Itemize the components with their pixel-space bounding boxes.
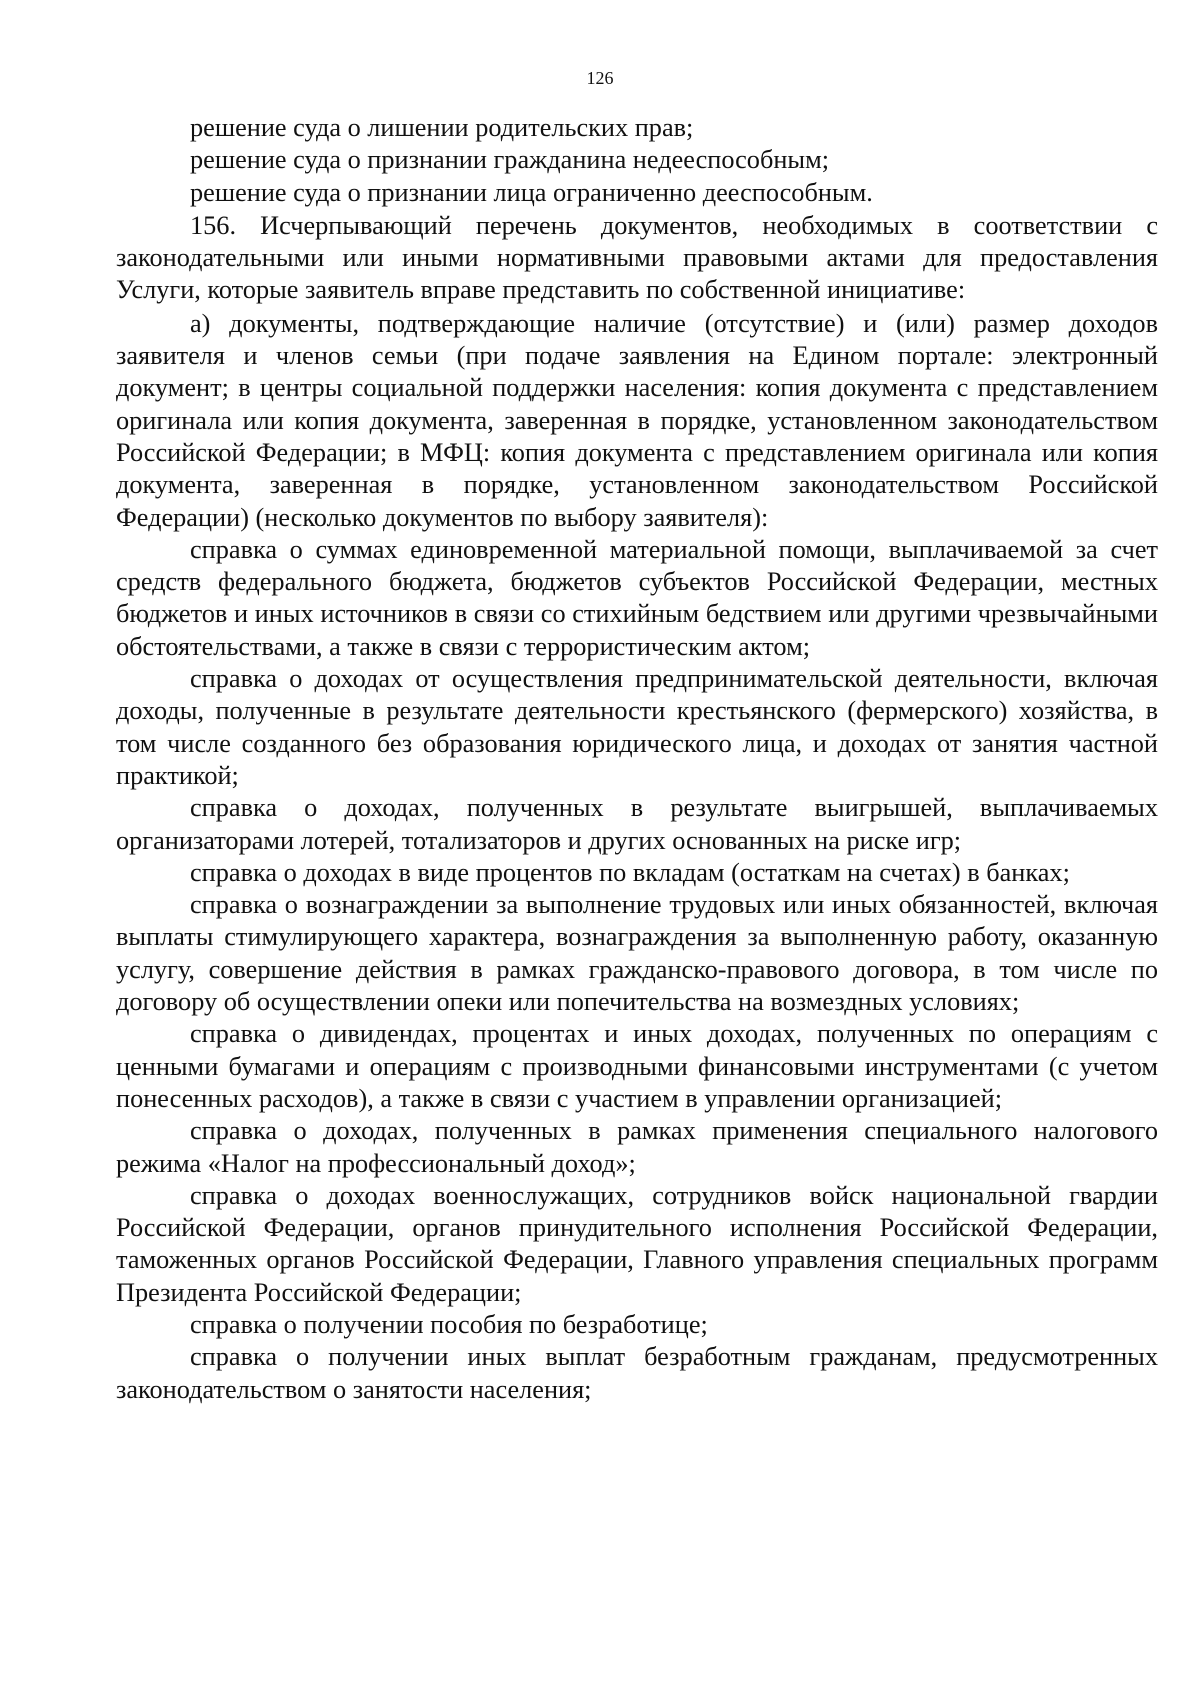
paragraph-other-unemployment-payments: справка о получении иных выплат безработным гражданам, предусмотренных законодательством о занятости населения; — [116, 1342, 1158, 1404]
paragraph-court-incapacity: решение суда о признании гражданина недееспособным; — [190, 145, 830, 175]
paragraph-professional-tax: справка о доходах, полученных в рамках применения специального налогового режима «Налог на профессиональный доход»; — [116, 1116, 1158, 1178]
paragraph-unemployment-benefit: справка о получении пособия по безработице; — [190, 1309, 708, 1339]
paragraph-military-income: справка о доходах военнослужащих, сотрудников войск национальной гвардии Российской Федерации, органов принудительного исполнения Российской Федерации, таможенных органов Российской Федерации, Главного управления специальных программ Президента Российской Федерации; — [116, 1180, 1158, 1307]
paragraph-business-income: справка о доходах от осуществления предпринимательской деятельности, включая доходы, полученные в результате деятельности крестьянского (фермерского) хозяйства, в том числе созданного без образования юридического лица, и доходах от занятия частной практикой; — [116, 664, 1158, 790]
paragraph-court-limited-capacity: решение суда о признании лица ограниченно дееспособным. — [190, 177, 873, 207]
paragraph-lottery-income: справка о доходах, полученных в результате выигрышей, выплачиваемых организаторами лотерей, тотализаторов и других основанных на риске игр; — [116, 793, 1158, 855]
paragraph-labor-remuneration: справка о вознаграждении за выполнение трудовых или иных обязанностей, включая выплаты стимулирующего характера, вознаграждения за выполненную работу, оказанную услугу, совершение действия в рамках гражданско-правового договора, в том числе по договору об осуществлении опеки или попечительства на возмездных условиях; — [116, 890, 1158, 1017]
paragraph-court-parental-rights: решение суда о лишении родительских прав; — [190, 113, 694, 142]
paragraph-dividends: справка о дивидендах, процентах и иных доходах, полученных по операциям с ценными бумагами и операциям с производными финансовыми инструментами (с учетом понесенных расходов), а также в связи с участием в управлении организацией; — [116, 1019, 1158, 1113]
document-body — [116, 112, 1158, 1406]
paragraph-item-a: а) документы, подтверждающие наличие (отсутствие) и (или) размер доходов заявителя и членов семьи (при подаче заявления на Едином портале: электронный документ; в центры социальной поддержки населения: копия документа с представлением оригинала или копия документа, заверенная в порядке, установленном законодательством Российской Федерации; в МФЦ: копия документа с представлением оригинала или копия документа, заверенная в порядке, установленном законодательством Российской Федерации) (несколько документов по выбору заявителя): — [116, 308, 1158, 532]
paragraph-lump-sum-aid: справка о суммах единовременной материальной помощи, выплачиваемой за счет средств федерального бюджета, бюджетов субъектов Российской Федерации, местных бюджетов и иных источников в связи со стихийным бедствием или другими чрезвычайными обстоятельствами, а также в связи с террористическим актом; — [116, 534, 1158, 661]
page-number: 126 — [586, 68, 614, 88]
paragraph-deposit-interest: справка о доходах в виде процентов по вкладам (остаткам на счетах) в банках; — [190, 857, 1070, 887]
paragraph-clause-156: 156. Исчерпывающий перечень документов, необходимых в соответствии с законодательными или иными нормативными правовыми актами для предоставления Услуги, которые заявитель вправе представить по собственной инициативе: — [116, 210, 1158, 305]
